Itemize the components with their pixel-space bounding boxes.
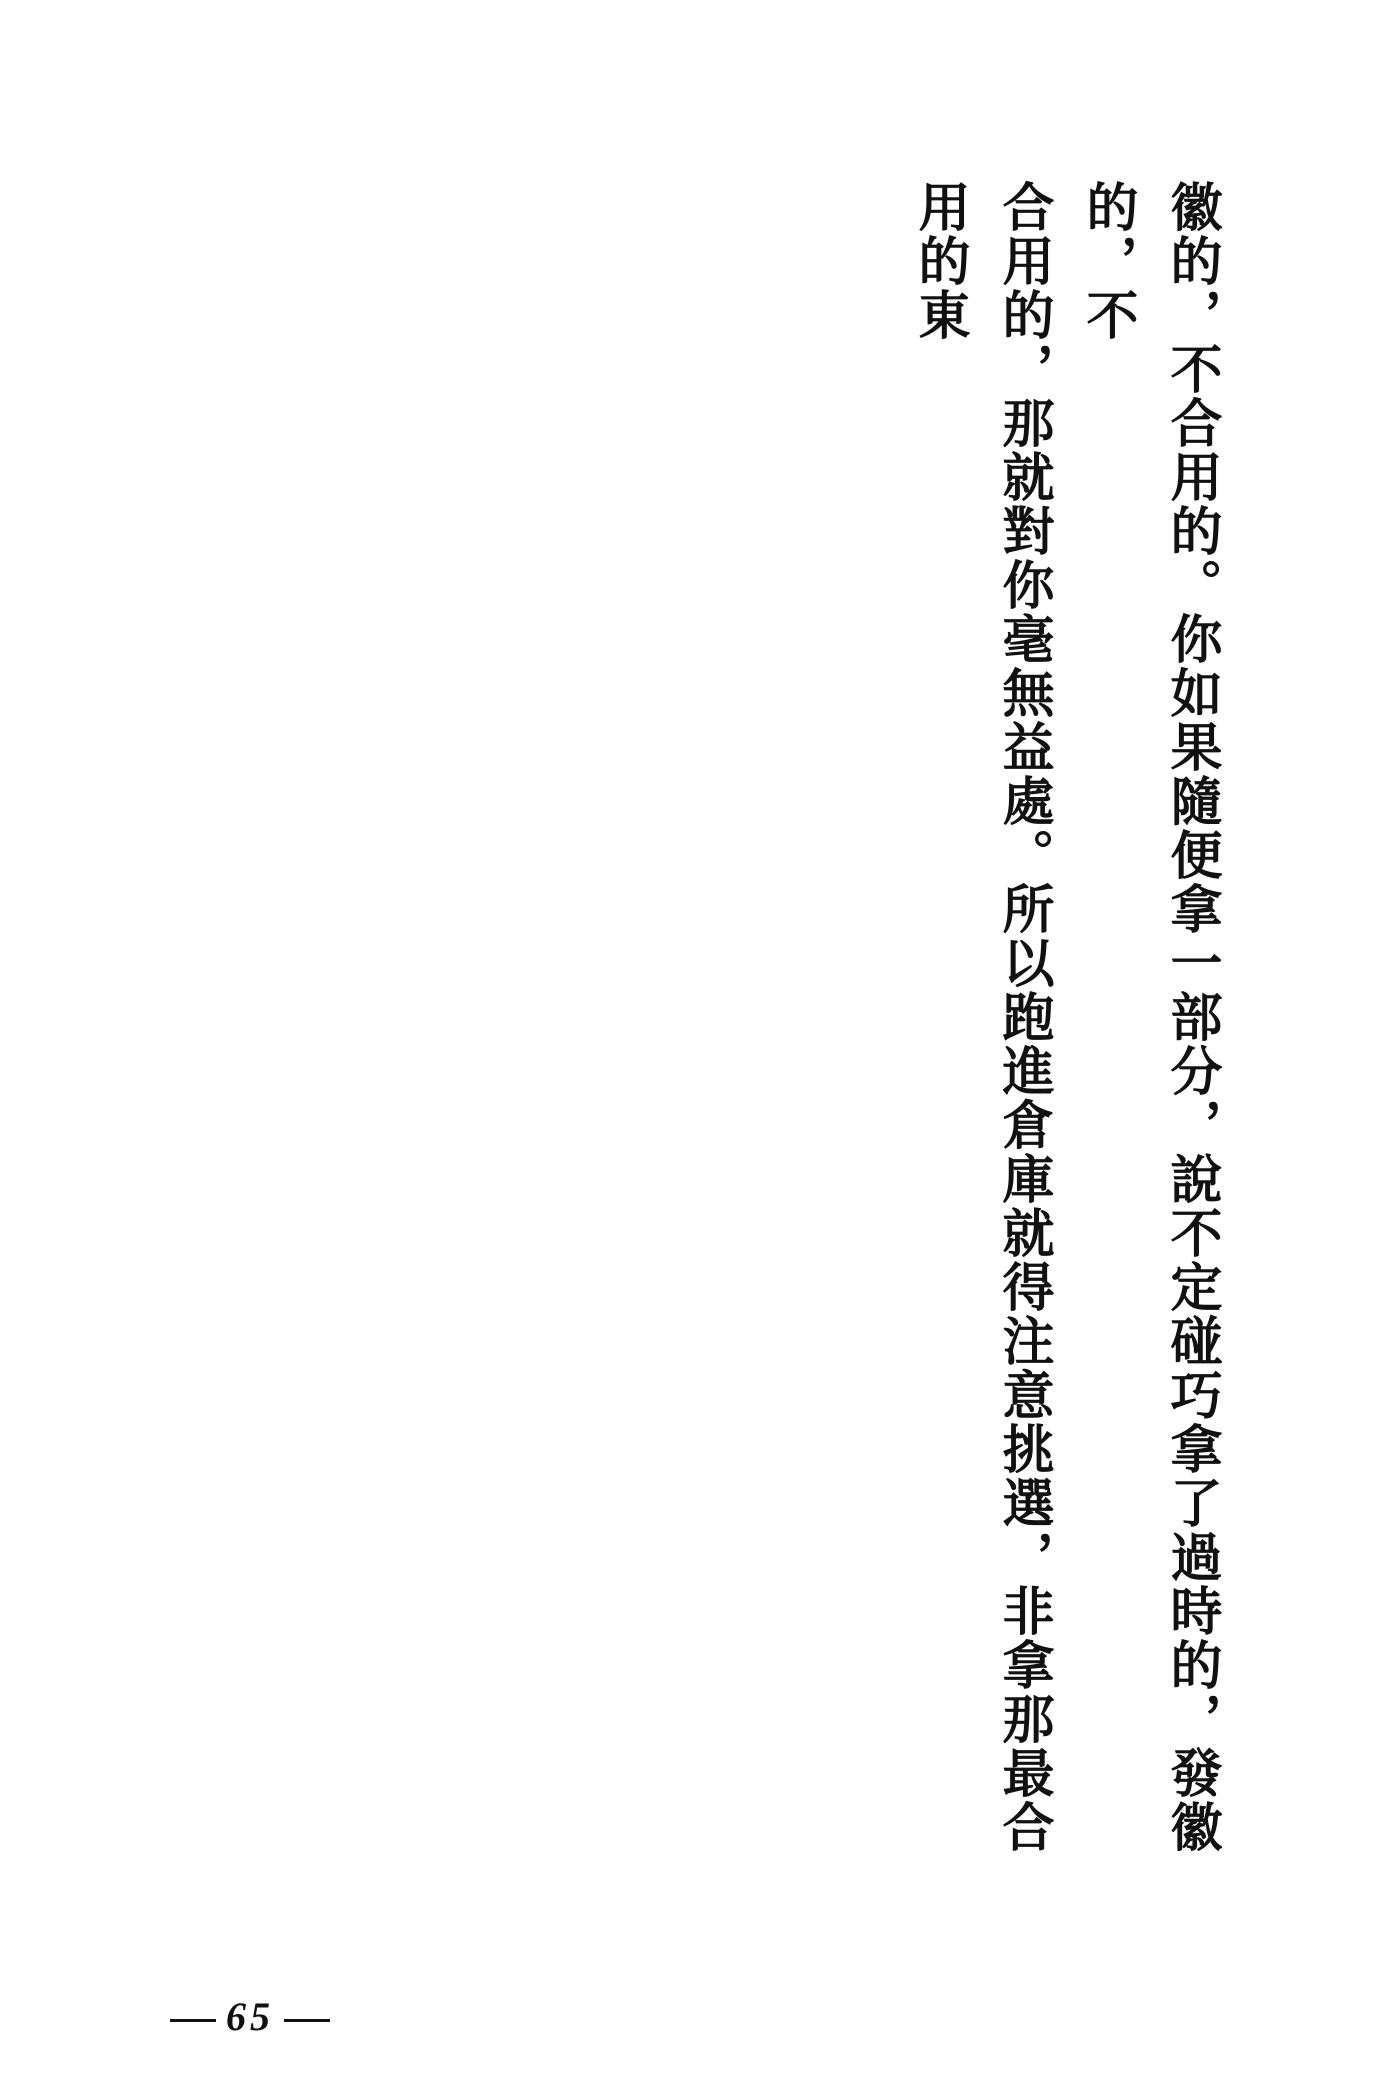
text-line: 徽的，不合用的。你如果隨便拿一部分，說不定碰巧拿了過時的，發徽的，不: [1077, 180, 1222, 1854]
page-number-value: 65: [226, 1994, 274, 2039]
page-number-dash-left: [170, 2019, 216, 2022]
page-number-dash-right: [284, 2019, 330, 2022]
body-text: [897, 180, 1233, 1900]
page-number: [160, 1993, 340, 2040]
text-line: 合用的，那就對你毫無益處。所以跑進倉庫就得注意挑選，非拿那最合用的東: [909, 180, 1054, 1854]
